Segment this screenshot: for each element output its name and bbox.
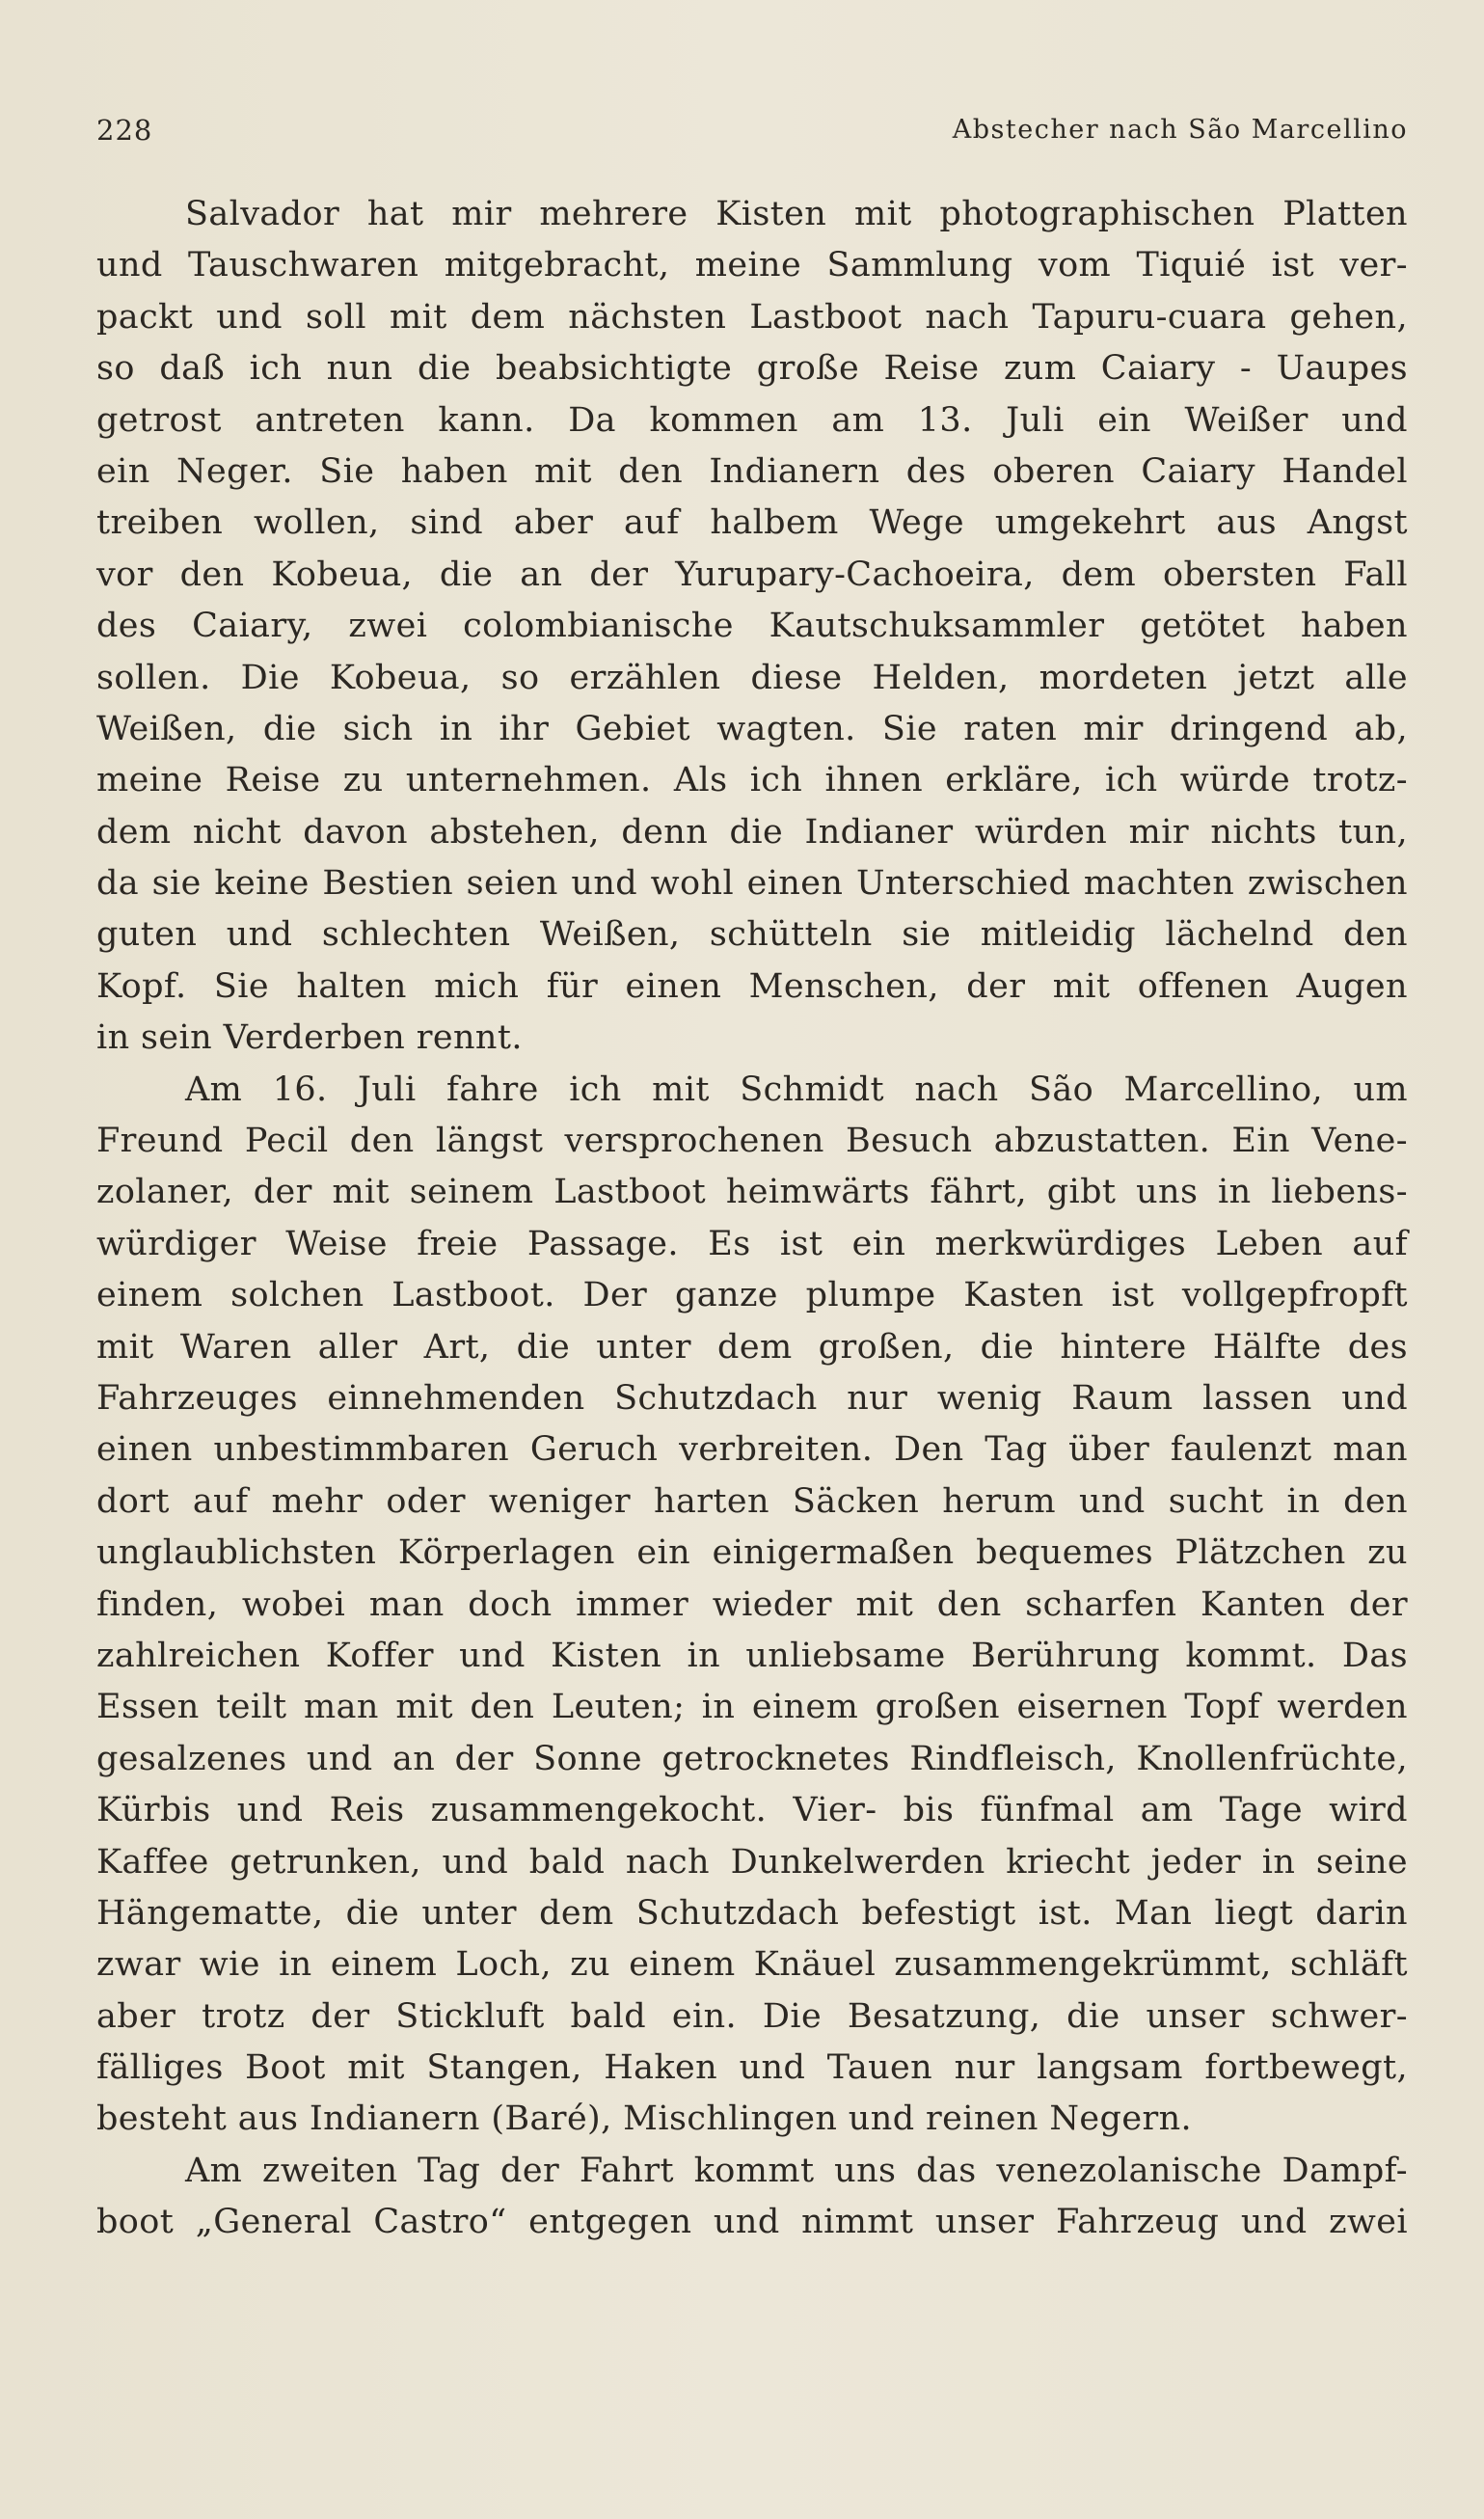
text-line: guten und schlechten Weißen, schütteln sie mitleidig lächelnd den	[96, 915, 1408, 955]
text-line: vor den Kobeua, die an der Yurupary-Cachoeira, dem obersten Fall	[96, 555, 1408, 594]
text-line: Kopf. Sie halten mich für einen Menschen, der mit offenen Augen	[96, 966, 1408, 1006]
text-line: mit Waren aller Art, die unter dem großen, die hintere Hälfte des	[96, 1327, 1408, 1367]
text-line: Weißen, die sich in ihr Gebiet wagten. Sie raten mir dringend ab,	[96, 709, 1408, 748]
text-line: ein Neger. Sie haben mit den Indianern des oberen Caiary Handel	[96, 451, 1408, 491]
text-line: getrost antreten kann. Da kommen am 13. Juli ein Weißer und	[96, 400, 1408, 440]
text-line: Hängematte, die unter dem Schutzdach befestigt ist. Man liegt darin	[96, 1893, 1408, 1933]
text-line: da sie keine Bestien seien und wohl einen Unterschied machten zwischen	[96, 864, 1408, 904]
text-line: und Tauschwaren mitgebracht, meine Sammlung vom Tiquié ist ver-	[96, 246, 1408, 285]
page-number: 228	[96, 114, 153, 147]
text-line: fälliges Boot mit Stangen, Haken und Tauen nur langsam fortbewegt,	[96, 2048, 1408, 2088]
text-line: unglaublichsten Körperlagen ein einigermaßen bequemes Plätzchen zu	[96, 1533, 1408, 1573]
text-line: aber trotz der Stickluft bald ein. Die Besatzung, die unser schwer-	[96, 1996, 1408, 2036]
text-line: einen unbestimmbaren Geruch verbreiten. Den Tag über faulenzt man	[96, 1430, 1408, 1470]
text-line: gesalzenes und an der Sonne getrocknetes Rindfleisch, Knollenfrüchte,	[96, 1739, 1408, 1778]
text-line: einem solchen Lastboot. Der ganze plumpe Kasten ist vollgepfropft	[96, 1276, 1408, 1315]
text-line: Essen teilt man mit den Leuten; in einem großen eisernen Topf werden	[96, 1688, 1408, 1727]
running-head: Abstecher nach São Marcellino	[952, 115, 1408, 145]
text-line: zolaner, der mit seinem Lastboot heimwärts fährt, gibt uns in liebens-	[96, 1173, 1408, 1212]
paragraph	[96, 1065, 1408, 2146]
text-line: packt und soll mit dem nächsten Lastboot nach Tapuru-cuara gehen,	[96, 297, 1408, 337]
text-line: sollen. Die Kobeua, so erzählen diese Helden, mordeten jetzt alle	[96, 658, 1408, 697]
text-line: Salvador hat mir mehrere Kisten mit photographischen Platten	[185, 195, 1408, 233]
page-header	[96, 108, 1408, 152]
text-line: Kürbis und Reis zusammengekocht. Vier- bis fünfmal am Tage wird	[96, 1791, 1408, 1830]
text-line: meine Reise zu unternehmen. Als ich ihnen erkläre, ich würde trotz-	[96, 761, 1408, 800]
text-line: besteht aus Indianern (Baré), Mischlingen und reinen Negern.	[96, 2099, 1193, 2139]
text-line: treiben wollen, sind aber auf halbem Wege umgekehrt aus Angst	[96, 503, 1408, 543]
text-line: dort auf mehr oder weniger harten Säcken herum und sucht in den	[96, 1481, 1408, 1521]
body-text	[96, 189, 1408, 2249]
text-line: würdiger Weise freie Passage. Es ist ein merkwürdiges Leben auf	[96, 1224, 1408, 1263]
text-line: Kaffee getrunken, und bald nach Dunkelwerden kriecht jeder in seine	[96, 1842, 1408, 1882]
text-line: in sein Verderben rennt.	[96, 1018, 523, 1058]
text-line: zahlreichen Koffer und Kisten in unliebsame Berührung kommt. Das	[96, 1636, 1408, 1675]
text-line: so daß ich nun die beabsichtigte große Reise zum Caiary - Uaupes	[96, 349, 1408, 389]
text-line: finden, wobei man doch immer wieder mit den scharfen Kanten der	[96, 1585, 1408, 1624]
text-line: Am zweiten Tag der Fahrt kommt uns das venezolanische Dampf-	[185, 2151, 1408, 2190]
text-line: des Caiary, zwei colombianische Kautschuksammler getötet haben	[96, 607, 1408, 646]
text-line: Freund Pecil den längst versprochenen Besuch abzustatten. Ein Vene-	[96, 1122, 1408, 1161]
paragraph	[96, 189, 1408, 1065]
text-line: Fahrzeuges einnehmenden Schutzdach nur wenig Raum lassen und	[96, 1378, 1408, 1418]
text-line: zwar wie in einem Loch, zu einem Knäuel zusammengekrümmt, schläft	[96, 1945, 1408, 1985]
text-line: dem nicht davon abstehen, denn die Indianer würden mir nichts tun,	[96, 812, 1408, 852]
text-line: boot „General Castro“ entgegen und nimmt unser Fahrzeug und zwei	[96, 2203, 1408, 2242]
paragraph	[96, 2146, 1408, 2249]
text-line: Am 16. Juli fahre ich mit Schmidt nach São Marcellino, um	[185, 1070, 1408, 1109]
